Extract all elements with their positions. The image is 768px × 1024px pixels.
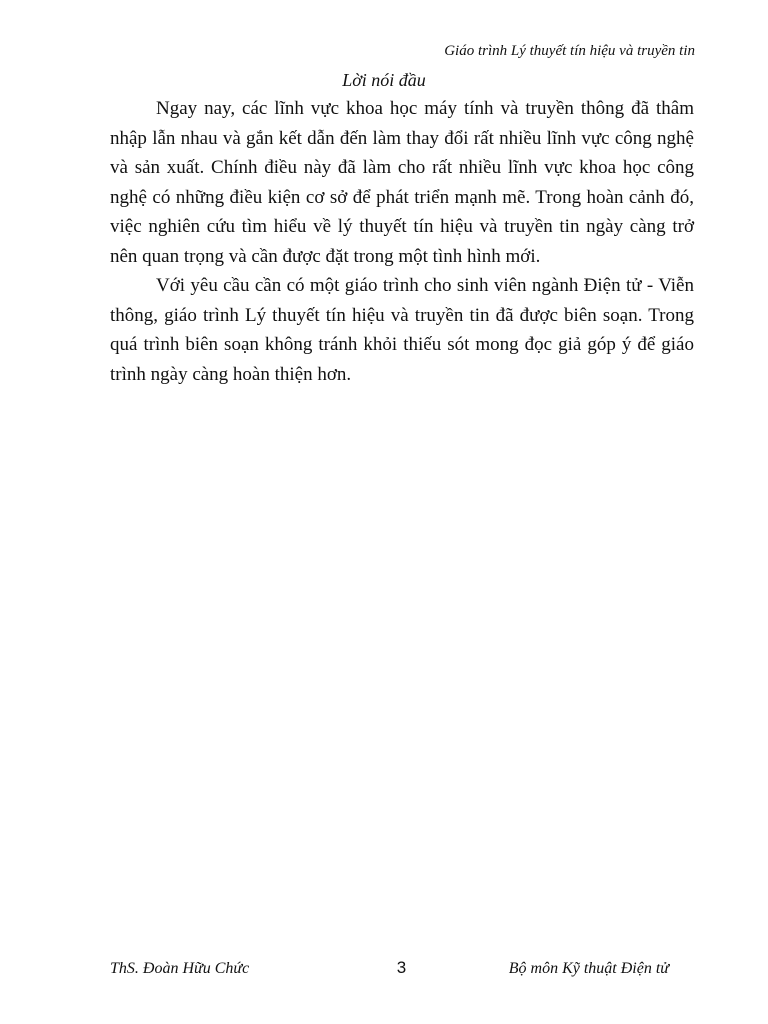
paragraph: Ngay nay, các lĩnh vực khoa học máy tính và truyền thông đã thâm nhập lẫn nhau và gắn kết dẫn đến làm thay đổi rất nhiều lĩnh vực công nghệ và sản xuất. Chính điều này đã làm cho rất nhiều lĩnh vực khoa học công nghệ có những điều kiện cơ sở để phát triển mạnh mẽ. Trong hoàn cảnh đó, việc nghiên cứu tìm hiểu về lý thuyết tín hiệu và truyền tin ngày càng trở nên quan trọng và cần được đặt trong một tình hình mới. [110, 98, 694, 267]
footer-department: Bộ môn Kỹ thuật Điện tử [508, 960, 669, 977]
footer-author: ThS. Đoàn Hữu Chức [110, 960, 250, 977]
page-number: 3 [396, 958, 407, 977]
page-title: Lời nói đầu [342, 70, 426, 90]
body-text [110, 94, 694, 389]
paragraph: Với yêu cầu cần có một giáo trình cho sinh viên ngành Điện tử - Viễn thông, giáo trình Lý thuyết tín hiệu và truyền tin đã được biên soạn. Trong quá trình biên soạn không tránh khỏi thiếu sót mong đọc giả góp ý để giáo trình ngày càng hoàn thiện hơn. [110, 275, 694, 385]
running-header: Giáo trình Lý thuyết tín hiệu và truyền tin [444, 43, 695, 59]
